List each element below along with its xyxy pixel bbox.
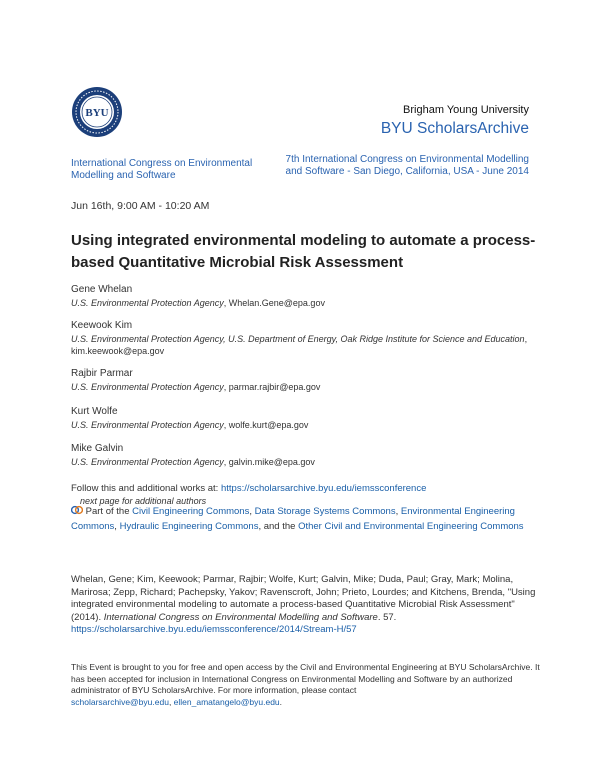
open-access-icon <box>71 505 83 515</box>
commons-link-other[interactable]: Other Civil and Environmental Engineering Commons <box>298 521 524 532</box>
author-email: , galvin.mike@epa.gov <box>223 457 315 467</box>
commons-link-hydraulic[interactable]: Hydraulic Engineering Commons <box>119 521 259 532</box>
author-email: , wolfe.kurt@epa.gov <box>223 420 309 430</box>
follow-link[interactable]: https://scholarsarchive.byu.edu/iemssconference <box>220 483 427 494</box>
author-name: Rajbir Parmar <box>71 368 133 379</box>
author-email: , Whelan.Gene@epa.gov <box>223 298 325 308</box>
seal-text: BYU <box>85 107 109 119</box>
contact-email-1[interactable]: scholarsarchive@byu.edu <box>71 696 169 707</box>
follow-prefix: Follow this and additional works at: <box>71 483 221 494</box>
commons-link-civil[interactable]: Civil Engineering Commons <box>132 506 250 517</box>
paper-title: Using integrated environmental modeling to automate a process-based Quantitative Microbial Risk Assessment <box>71 232 536 271</box>
separator: , <box>114 521 120 532</box>
citation-text: Whelan, Gene; Kim, Keewook; Parmar, Rajbir; Wolfe, Kurt; Galvin, Mike; Duda, Paul; Gray, Mark; Molina, Marirosa; Zepp, Richard; Pachepsky, Yakov; Ravenscroft, John; Prieto, Lourdes; and Kitchens, Brenda, "Using integrated environmental modeling to automate a process-based Quantitative Microbial Risk Assessment" (2014). <box>71 574 536 623</box>
next-page-note: next page for additional authors <box>80 496 207 506</box>
separator: , <box>395 506 401 517</box>
author-block <box>71 368 541 393</box>
follow-line <box>71 482 541 495</box>
author-block <box>71 443 541 468</box>
author-affiliation: U.S. Environmental Protection Agency <box>71 382 224 392</box>
event-link[interactable]: 7th International Congress on Environmental Modelling and Software - San Diego, California, USA - June 2014 <box>285 154 529 177</box>
author-name: Kurt Wolfe <box>71 406 118 417</box>
separator: , <box>249 506 255 517</box>
author-name: Gene Whelan <box>71 284 133 295</box>
separator: , <box>168 696 174 707</box>
archive-link[interactable]: BYU ScholarsArchive <box>380 120 529 137</box>
author-email: , kim.keewook@epa.gov <box>71 334 528 356</box>
commons-link-data-storage[interactable]: Data Storage Systems Commons <box>254 506 396 517</box>
citation-suffix: . 57. <box>377 611 397 623</box>
university-name: Brigham Young University <box>403 104 529 116</box>
partof-prefix: Part of the <box>85 506 133 517</box>
footer-notice <box>71 662 541 708</box>
commons-link-environmental[interactable]: Environmental Engineering Commons <box>71 506 515 532</box>
author-affiliation: U.S. Environmental Protection Agency <box>71 298 224 308</box>
author-name: Mike Galvin <box>71 443 124 454</box>
citation <box>71 574 541 637</box>
author-block <box>71 284 541 309</box>
citation-link[interactable]: https://scholarsarchive.byu.edu/iemssconference/2014/Stream-H/57 <box>71 624 357 635</box>
author-affiliation: U.S. Environmental Protection Agency, U.S. Department of Energy, Oak Ridge Institute for Science and Education <box>71 334 525 344</box>
footer-text: This Event is brought to you for free and open access by the Civil and Environmental Engineering at BYU ScholarsArchive. It has been accepted for inclusion in International Congress on Environmental Modelling and Software by an authorized administrator of BYU ScholarsArchive. For more information, please contact <box>71 662 540 695</box>
author-name: Keewook Kim <box>71 320 133 331</box>
byu-seal-logo <box>71 86 123 138</box>
contact-email-2[interactable]: ellen_amatangelo@byu.edu <box>173 696 280 707</box>
author-block <box>71 320 541 357</box>
event-date: Jun 16th, 9:00 AM - 10:20 AM <box>71 200 210 212</box>
separator: , and the <box>258 521 299 532</box>
author-affiliation: U.S. Environmental Protection Agency <box>71 457 224 467</box>
citation-journal: International Congress on Environmental Modelling and Software <box>103 611 378 623</box>
author-block <box>71 406 541 431</box>
author-affiliation: U.S. Environmental Protection Agency <box>71 420 224 430</box>
author-email: , parmar.rajbir@epa.gov <box>223 382 321 392</box>
part-of-commons <box>71 504 541 534</box>
conference-link[interactable]: International Congress on Environmental Modelling and Software <box>71 158 253 181</box>
footer-end: . <box>279 696 283 707</box>
